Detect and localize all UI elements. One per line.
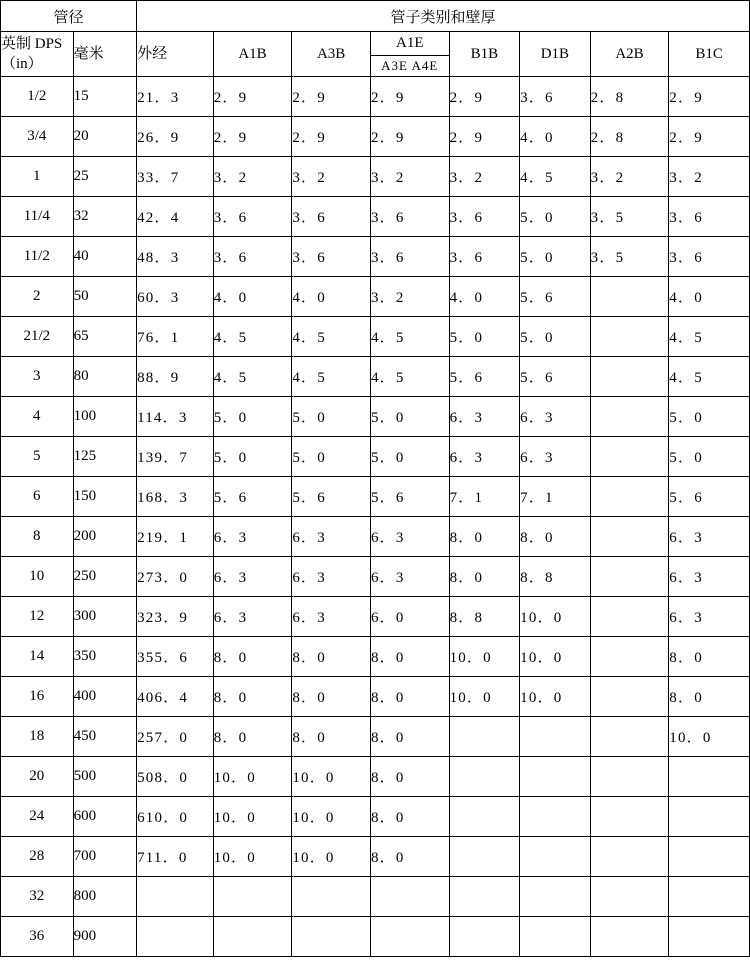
- cell-nominal-size-mm: 25: [73, 157, 137, 197]
- header-group-pipe-class-thickness: 管子类别和壁厚: [137, 1, 750, 32]
- cell-b1c: 5．0: [669, 397, 750, 437]
- cell-outer-diameter: 48．3: [137, 237, 214, 277]
- cell-outer-diameter: 219．1: [137, 517, 214, 557]
- cell-outer-diameter: 60．3: [137, 277, 214, 317]
- cell-d1b: 5．0: [520, 317, 591, 357]
- cell-outer-diameter: 257．0: [137, 717, 214, 757]
- cell-b1b: 8．8: [449, 597, 520, 637]
- header-col-a1e: [370, 32, 449, 77]
- table-row: [1, 77, 750, 117]
- table-row: [1, 797, 750, 837]
- cell-nominal-size-inch: 16: [1, 677, 74, 717]
- cell-nominal-size-mm: 800: [73, 877, 137, 917]
- cell-b1b: 3．6: [449, 237, 520, 277]
- cell-nominal-size-mm: 400: [73, 677, 137, 717]
- cell-a3b: 8．0: [292, 677, 371, 717]
- cell-a1e: 5．6: [370, 477, 449, 517]
- cell-a2b: [590, 597, 669, 637]
- header-col-a2b: A2B: [590, 32, 669, 77]
- cell-nominal-size-inch: 14: [1, 637, 74, 677]
- header-group-pipe-diameter: 管径: [1, 1, 137, 32]
- cell-b1b: 5．0: [449, 317, 520, 357]
- cell-b1c: [669, 797, 750, 837]
- cell-a1b: 5．0: [213, 437, 292, 477]
- cell-a3b: 10．0: [292, 757, 371, 797]
- cell-nominal-size-inch: 6: [1, 477, 74, 517]
- cell-b1b: 10．0: [449, 637, 520, 677]
- cell-a2b: [590, 917, 669, 957]
- cell-outer-diameter: 610．0: [137, 797, 214, 837]
- cell-a1e: 2．9: [370, 77, 449, 117]
- cell-b1c: 3．2: [669, 157, 750, 197]
- cell-nominal-size-mm: 250: [73, 557, 137, 597]
- cell-a3b: 10．0: [292, 797, 371, 837]
- cell-d1b: 4．5: [520, 157, 591, 197]
- cell-nominal-size-inch: 4: [1, 397, 74, 437]
- cell-d1b: 3．6: [520, 77, 591, 117]
- cell-outer-diameter: 76．1: [137, 317, 214, 357]
- cell-a1e: 8．0: [370, 837, 449, 877]
- cell-outer-diameter: 88．9: [137, 357, 214, 397]
- cell-a1b: 6．3: [213, 517, 292, 557]
- cell-nominal-size-mm: 65: [73, 317, 137, 357]
- header-col-mm: 毫米: [73, 32, 137, 77]
- cell-a3b: 3．6: [292, 197, 371, 237]
- cell-a1b: 4．0: [213, 277, 292, 317]
- cell-a3b: 4．5: [292, 317, 371, 357]
- cell-nominal-size-inch: 8: [1, 517, 74, 557]
- cell-a3b: [292, 877, 371, 917]
- cell-b1c: 5．6: [669, 477, 750, 517]
- table-row: [1, 277, 750, 317]
- cell-a3b: 2．9: [292, 117, 371, 157]
- header-col-outer-diameter: 外经: [137, 32, 214, 77]
- cell-outer-diameter: 508．0: [137, 757, 214, 797]
- cell-b1c: 5．0: [669, 437, 750, 477]
- header-col-inch-line1: 英制 DPS: [1, 35, 63, 52]
- header-col-inch-line2: （in）: [1, 56, 43, 72]
- cell-outer-diameter: 711．0: [137, 837, 214, 877]
- cell-a1b: 4．5: [213, 357, 292, 397]
- cell-d1b: 5．0: [520, 197, 591, 237]
- cell-a1b: 3．6: [213, 237, 292, 277]
- cell-a1b: 2．9: [213, 117, 292, 157]
- cell-a3b: 8．0: [292, 637, 371, 677]
- cell-a1b: 3．6: [213, 197, 292, 237]
- cell-nominal-size-mm: 600: [73, 797, 137, 837]
- cell-a1b: 5．6: [213, 477, 292, 517]
- cell-nominal-size-mm: 15: [73, 77, 137, 117]
- cell-nominal-size-mm: 200: [73, 517, 137, 557]
- table-row: [1, 237, 750, 277]
- cell-a2b: 2．8: [590, 117, 669, 157]
- cell-a3b: 3．6: [292, 237, 371, 277]
- cell-a1b: [213, 877, 292, 917]
- cell-a1b: 10．0: [213, 757, 292, 797]
- cell-nominal-size-mm: 80: [73, 357, 137, 397]
- cell-a1e: 6．3: [370, 557, 449, 597]
- cell-outer-diameter: 139．7: [137, 437, 214, 477]
- cell-a1e: 3．6: [370, 237, 449, 277]
- cell-d1b: 5．0: [520, 237, 591, 277]
- cell-b1c: 4．5: [669, 357, 750, 397]
- cell-b1c: 3．6: [669, 197, 750, 237]
- cell-a2b: 3．2: [590, 157, 669, 197]
- cell-a1e: 3．2: [370, 157, 449, 197]
- table-row: [1, 197, 750, 237]
- cell-d1b: 5．6: [520, 277, 591, 317]
- cell-b1c: [669, 877, 750, 917]
- cell-b1b: [449, 717, 520, 757]
- cell-nominal-size-inch: 1/2: [1, 77, 74, 117]
- cell-a1b: 8．0: [213, 637, 292, 677]
- cell-a1e: 5．0: [370, 437, 449, 477]
- cell-b1b: 6．3: [449, 397, 520, 437]
- header-col-d1b: D1B: [520, 32, 591, 77]
- cell-nominal-size-inch: 32: [1, 877, 74, 917]
- cell-a1e: [370, 877, 449, 917]
- cell-a2b: [590, 557, 669, 597]
- cell-a2b: [590, 437, 669, 477]
- cell-nominal-size-inch: 24: [1, 797, 74, 837]
- cell-nominal-size-inch: 1: [1, 157, 74, 197]
- cell-a2b: [590, 677, 669, 717]
- cell-nominal-size-mm: 32: [73, 197, 137, 237]
- cell-nominal-size-inch: 28: [1, 837, 74, 877]
- cell-outer-diameter: 355．6: [137, 637, 214, 677]
- cell-nominal-size-inch: 2: [1, 277, 74, 317]
- cell-a1e: 6．0: [370, 597, 449, 637]
- table-row: [1, 597, 750, 637]
- cell-a1b: [213, 917, 292, 957]
- cell-b1c: 2．9: [669, 77, 750, 117]
- cell-a1e: 3．2: [370, 277, 449, 317]
- cell-a1e: 3．6: [370, 197, 449, 237]
- table-row: [1, 477, 750, 517]
- cell-outer-diameter: 33．7: [137, 157, 214, 197]
- cell-a1b: 3．2: [213, 157, 292, 197]
- cell-outer-diameter: 273．0: [137, 557, 214, 597]
- cell-a2b: [590, 317, 669, 357]
- cell-d1b: [520, 877, 591, 917]
- table-row: [1, 837, 750, 877]
- cell-a2b: 2．8: [590, 77, 669, 117]
- cell-a1e: 8．0: [370, 677, 449, 717]
- cell-nominal-size-mm: 450: [73, 717, 137, 757]
- cell-outer-diameter: 114．3: [137, 397, 214, 437]
- table-row: [1, 437, 750, 477]
- cell-nominal-size-inch: 12: [1, 597, 74, 637]
- table-row: [1, 117, 750, 157]
- cell-b1c: 8．0: [669, 637, 750, 677]
- cell-nominal-size-mm: 350: [73, 637, 137, 677]
- cell-a1e: 8．0: [370, 717, 449, 757]
- cell-a2b: [590, 277, 669, 317]
- cell-a3b: 5．0: [292, 437, 371, 477]
- cell-outer-diameter: [137, 917, 214, 957]
- cell-b1c: 6．3: [669, 597, 750, 637]
- table-row: [1, 677, 750, 717]
- cell-d1b: [520, 837, 591, 877]
- header-group-row: [1, 1, 750, 32]
- table-row: [1, 557, 750, 597]
- cell-a1b: 8．0: [213, 677, 292, 717]
- cell-a1e: 4．5: [370, 317, 449, 357]
- cell-b1b: 3．2: [449, 157, 520, 197]
- header-col-b1c: B1C: [669, 32, 750, 77]
- table-row: [1, 757, 750, 797]
- table-row: [1, 637, 750, 677]
- cell-b1c: 4．0: [669, 277, 750, 317]
- cell-nominal-size-inch: 10: [1, 557, 74, 597]
- cell-a1b: 5．0: [213, 397, 292, 437]
- cell-outer-diameter: 21．3: [137, 77, 214, 117]
- cell-b1b: 2．9: [449, 117, 520, 157]
- header-col-a1e-bottom: A3E A4E: [381, 58, 439, 73]
- cell-nominal-size-mm: 20: [73, 117, 137, 157]
- cell-outer-diameter: 42．4: [137, 197, 214, 237]
- cell-b1b: 8．0: [449, 557, 520, 597]
- cell-b1c: 8．0: [669, 677, 750, 717]
- cell-d1b: 8．0: [520, 517, 591, 557]
- cell-nominal-size-inch: 11/4: [1, 197, 74, 237]
- table-row: [1, 397, 750, 437]
- cell-d1b: 8．8: [520, 557, 591, 597]
- cell-outer-diameter: 26．9: [137, 117, 214, 157]
- cell-d1b: 6．3: [520, 437, 591, 477]
- cell-b1b: 4．0: [449, 277, 520, 317]
- cell-nominal-size-mm: 150: [73, 477, 137, 517]
- cell-b1c: 6．3: [669, 517, 750, 557]
- table-row: [1, 357, 750, 397]
- table-row: [1, 517, 750, 557]
- cell-b1b: [449, 757, 520, 797]
- cell-b1b: 10．0: [449, 677, 520, 717]
- header-col-a1b: A1B: [213, 32, 292, 77]
- cell-a3b: 10．0: [292, 837, 371, 877]
- cell-b1c: 3．6: [669, 237, 750, 277]
- cell-b1b: [449, 797, 520, 837]
- cell-a3b: 5．0: [292, 397, 371, 437]
- cell-a2b: [590, 717, 669, 757]
- cell-nominal-size-inch: 18: [1, 717, 74, 757]
- cell-a2b: [590, 397, 669, 437]
- cell-a1b: 4．5: [213, 317, 292, 357]
- cell-b1b: [449, 917, 520, 957]
- cell-b1c: [669, 757, 750, 797]
- cell-nominal-size-mm: 100: [73, 397, 137, 437]
- cell-b1b: 5．6: [449, 357, 520, 397]
- cell-b1c: 6．3: [669, 557, 750, 597]
- cell-a1e: 8．0: [370, 797, 449, 837]
- cell-outer-diameter: 168．3: [137, 477, 214, 517]
- cell-outer-diameter: [137, 877, 214, 917]
- header-col-a3b: A3B: [292, 32, 371, 77]
- cell-b1c: 4．5: [669, 317, 750, 357]
- cell-a1e: 5．0: [370, 397, 449, 437]
- cell-b1b: 2．9: [449, 77, 520, 117]
- cell-a2b: [590, 757, 669, 797]
- cell-nominal-size-inch: 3/4: [1, 117, 74, 157]
- cell-a2b: [590, 877, 669, 917]
- cell-b1c: [669, 917, 750, 957]
- cell-a2b: 3．5: [590, 197, 669, 237]
- cell-d1b: 10．0: [520, 597, 591, 637]
- cell-d1b: [520, 757, 591, 797]
- cell-a2b: [590, 637, 669, 677]
- cell-a3b: 8．0: [292, 717, 371, 757]
- cell-b1c: 2．9: [669, 117, 750, 157]
- cell-a3b: 4．5: [292, 357, 371, 397]
- cell-b1b: 8．0: [449, 517, 520, 557]
- header-col-a1e-top: A1E: [371, 32, 449, 56]
- table-row: [1, 877, 750, 917]
- cell-a1e: 4．5: [370, 357, 449, 397]
- cell-d1b: 6．3: [520, 397, 591, 437]
- cell-a3b: 4．0: [292, 277, 371, 317]
- cell-a1e: 8．0: [370, 757, 449, 797]
- cell-d1b: [520, 797, 591, 837]
- table-row: [1, 917, 750, 957]
- cell-a3b: 3．2: [292, 157, 371, 197]
- cell-d1b: [520, 917, 591, 957]
- table-header: [1, 1, 750, 77]
- table-row: [1, 157, 750, 197]
- cell-b1b: 3．6: [449, 197, 520, 237]
- cell-a2b: [590, 357, 669, 397]
- cell-a3b: 6．3: [292, 557, 371, 597]
- cell-a3b: 5．6: [292, 477, 371, 517]
- cell-nominal-size-mm: 125: [73, 437, 137, 477]
- header-col-inch: [1, 32, 74, 77]
- cell-a3b: 6．3: [292, 597, 371, 637]
- cell-d1b: 10．0: [520, 677, 591, 717]
- header-column-row: [1, 32, 750, 77]
- cell-a2b: 3．5: [590, 237, 669, 277]
- cell-a2b: [590, 797, 669, 837]
- cell-d1b: 10．0: [520, 637, 591, 677]
- cell-a1b: 8．0: [213, 717, 292, 757]
- cell-a1b: 10．0: [213, 797, 292, 837]
- cell-nominal-size-inch: 5: [1, 437, 74, 477]
- cell-nominal-size-inch: 3: [1, 357, 74, 397]
- cell-b1c: 10．0: [669, 717, 750, 757]
- cell-a3b: [292, 917, 371, 957]
- cell-nominal-size-mm: 900: [73, 917, 137, 957]
- cell-b1b: [449, 877, 520, 917]
- cell-a3b: 6．3: [292, 517, 371, 557]
- cell-d1b: 5．6: [520, 357, 591, 397]
- cell-nominal-size-mm: 50: [73, 277, 137, 317]
- cell-nominal-size-mm: 300: [73, 597, 137, 637]
- cell-b1b: [449, 837, 520, 877]
- cell-b1b: 6．3: [449, 437, 520, 477]
- cell-a1e: 6．3: [370, 517, 449, 557]
- cell-nominal-size-mm: 40: [73, 237, 137, 277]
- table-row: [1, 717, 750, 757]
- cell-nominal-size-inch: 11/2: [1, 237, 74, 277]
- cell-a2b: [590, 477, 669, 517]
- cell-a1e: 2．9: [370, 117, 449, 157]
- table-row: [1, 317, 750, 357]
- cell-nominal-size-inch: 36: [1, 917, 74, 957]
- header-col-b1b: B1B: [449, 32, 520, 77]
- cell-a3b: 2．9: [292, 77, 371, 117]
- cell-a2b: [590, 837, 669, 877]
- cell-a1b: 6．3: [213, 557, 292, 597]
- cell-nominal-size-inch: 20: [1, 757, 74, 797]
- cell-a1b: 2．9: [213, 77, 292, 117]
- cell-d1b: 4．0: [520, 117, 591, 157]
- cell-d1b: 7．1: [520, 477, 591, 517]
- cell-nominal-size-mm: 700: [73, 837, 137, 877]
- cell-a1b: 6．3: [213, 597, 292, 637]
- cell-outer-diameter: 406．4: [137, 677, 214, 717]
- table-body: [1, 77, 750, 957]
- cell-b1c: [669, 837, 750, 877]
- cell-a2b: [590, 517, 669, 557]
- cell-nominal-size-mm: 500: [73, 757, 137, 797]
- cell-b1b: 7．1: [449, 477, 520, 517]
- cell-a1b: 10．0: [213, 837, 292, 877]
- cell-a1e: [370, 917, 449, 957]
- cell-a1e: 8．0: [370, 637, 449, 677]
- cell-d1b: [520, 717, 591, 757]
- cell-nominal-size-inch: 21/2: [1, 317, 74, 357]
- cell-outer-diameter: 323．9: [137, 597, 214, 637]
